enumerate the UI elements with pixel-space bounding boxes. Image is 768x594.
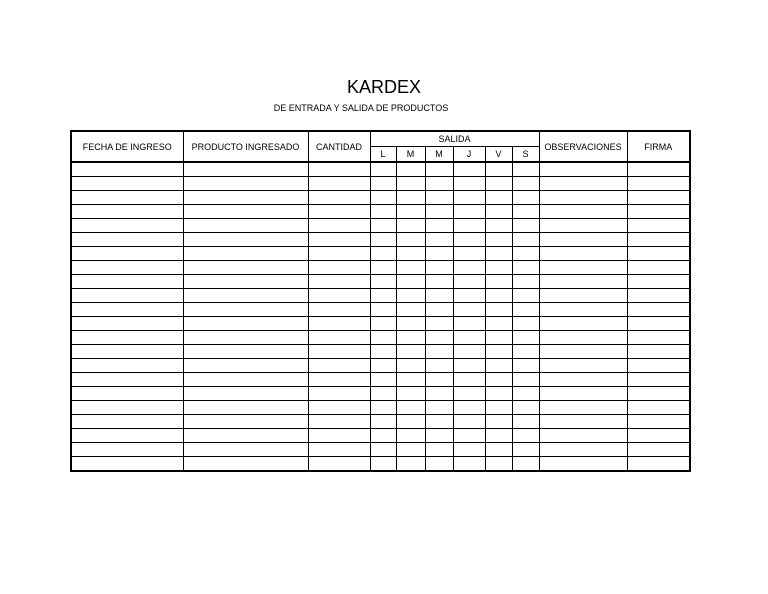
table-cell — [453, 387, 485, 401]
table-cell — [308, 373, 370, 387]
table-cell — [71, 289, 183, 303]
table-cell — [308, 177, 370, 191]
table-cell — [425, 345, 453, 359]
table-cell — [425, 233, 453, 247]
table-cell — [485, 191, 512, 205]
table-cell — [539, 191, 627, 205]
table-cell — [308, 443, 370, 457]
table-cell — [308, 429, 370, 443]
table-cell — [539, 162, 627, 177]
table-cell — [308, 219, 370, 233]
table-cell — [485, 289, 512, 303]
table-cell — [71, 275, 183, 289]
table-cell — [453, 331, 485, 345]
table-cell — [308, 247, 370, 261]
table-cell — [539, 261, 627, 275]
table-cell — [425, 162, 453, 177]
table-cell — [485, 373, 512, 387]
table-cell — [539, 247, 627, 261]
table-cell — [453, 415, 485, 429]
table-cell — [71, 191, 183, 205]
table-cell — [370, 331, 396, 345]
table-cell — [485, 261, 512, 275]
table-cell — [425, 443, 453, 457]
table-cell — [308, 401, 370, 415]
table-cell — [512, 289, 539, 303]
table-row — [71, 401, 690, 415]
table-cell — [539, 219, 627, 233]
table-cell — [539, 387, 627, 401]
table-cell — [425, 401, 453, 415]
table-cell — [183, 387, 308, 401]
table-cell — [627, 191, 690, 205]
table-cell — [425, 303, 453, 317]
table-cell — [453, 219, 485, 233]
table-cell — [396, 177, 425, 191]
table-cell — [370, 177, 396, 191]
table-cell — [485, 359, 512, 373]
header-salida: SALIDA — [370, 131, 539, 147]
table-cell — [627, 205, 690, 219]
table-cell — [71, 443, 183, 457]
table-cell — [396, 247, 425, 261]
table-cell — [370, 247, 396, 261]
table-cell — [512, 359, 539, 373]
table-cell — [539, 373, 627, 387]
table-cell — [425, 261, 453, 275]
table-cell — [425, 429, 453, 443]
table-cell — [512, 429, 539, 443]
table-cell — [71, 345, 183, 359]
table-cell — [71, 219, 183, 233]
table-cell — [396, 261, 425, 275]
document-subtitle: DE ENTRADA Y SALIDA DE PRODUCTOS — [273, 103, 449, 113]
table-cell — [485, 345, 512, 359]
table-cell — [512, 373, 539, 387]
table-cell — [71, 429, 183, 443]
table-cell — [512, 303, 539, 317]
table-cell — [539, 401, 627, 415]
table-cell — [539, 429, 627, 443]
header-firma: FIRMA — [627, 131, 690, 162]
table-row — [71, 415, 690, 429]
table-cell — [71, 317, 183, 331]
table-row — [71, 303, 690, 317]
table-cell — [370, 443, 396, 457]
header-observaciones: OBSERVACIONES — [539, 131, 627, 162]
table-cell — [396, 429, 425, 443]
table-cell — [627, 233, 690, 247]
table-cell — [308, 387, 370, 401]
table-cell — [512, 331, 539, 345]
table-cell — [183, 247, 308, 261]
table-row — [71, 177, 690, 191]
header-day-l: L — [370, 147, 396, 163]
table-cell — [183, 359, 308, 373]
table-cell — [453, 191, 485, 205]
table-cell — [539, 443, 627, 457]
table-cell — [370, 359, 396, 373]
table-cell — [183, 191, 308, 205]
table-cell — [485, 429, 512, 443]
table-cell — [425, 205, 453, 219]
table-cell — [183, 303, 308, 317]
table-cell — [183, 457, 308, 472]
table-cell — [308, 289, 370, 303]
table-cell — [425, 247, 453, 261]
table-cell — [512, 191, 539, 205]
table-cell — [370, 401, 396, 415]
table-cell — [453, 247, 485, 261]
table-cell — [512, 162, 539, 177]
table-cell — [425, 359, 453, 373]
table-cell — [485, 233, 512, 247]
table-cell — [512, 415, 539, 429]
table-cell — [539, 331, 627, 345]
table-row — [71, 443, 690, 457]
table-cell — [370, 191, 396, 205]
table-cell — [396, 415, 425, 429]
table-cell — [627, 261, 690, 275]
table-cell — [425, 387, 453, 401]
header-day-m: M — [396, 147, 425, 163]
table-cell — [370, 219, 396, 233]
table-cell — [308, 191, 370, 205]
header-day-m-2: M — [425, 147, 453, 163]
table-cell — [485, 443, 512, 457]
table-cell — [485, 387, 512, 401]
table-cell — [71, 233, 183, 247]
table-cell — [308, 275, 370, 289]
table-cell — [453, 205, 485, 219]
table-cell — [370, 289, 396, 303]
table-cell — [71, 387, 183, 401]
table-cell — [485, 303, 512, 317]
table-cell — [183, 261, 308, 275]
table-cell — [370, 429, 396, 443]
table-cell — [539, 275, 627, 289]
table-cell — [308, 331, 370, 345]
table-cell — [453, 401, 485, 415]
table-cell — [512, 443, 539, 457]
table-cell — [627, 401, 690, 415]
table-cell — [425, 331, 453, 345]
table-cell — [627, 345, 690, 359]
table-cell — [370, 233, 396, 247]
table-row — [71, 219, 690, 233]
table-cell — [485, 247, 512, 261]
table-cell — [308, 261, 370, 275]
table-cell — [308, 303, 370, 317]
table-cell — [71, 303, 183, 317]
table-cell — [425, 177, 453, 191]
table-cell — [539, 177, 627, 191]
table-cell — [453, 317, 485, 331]
table-cell — [183, 429, 308, 443]
table-cell — [71, 331, 183, 345]
table-cell — [396, 401, 425, 415]
table-cell — [308, 205, 370, 219]
table-row — [71, 457, 690, 472]
table-cell — [453, 303, 485, 317]
table-cell — [308, 345, 370, 359]
table-cell — [71, 359, 183, 373]
table-cell — [485, 177, 512, 191]
table-cell — [627, 387, 690, 401]
table-cell — [183, 177, 308, 191]
table-cell — [627, 289, 690, 303]
table-cell — [370, 303, 396, 317]
table-cell — [539, 359, 627, 373]
table-cell — [396, 317, 425, 331]
table-cell — [512, 317, 539, 331]
table-cell — [453, 275, 485, 289]
table-row — [71, 317, 690, 331]
table-cell — [370, 162, 396, 177]
table-cell — [512, 247, 539, 261]
header-day-v: V — [485, 147, 512, 163]
table-cell — [627, 275, 690, 289]
table-row — [71, 205, 690, 219]
table-cell — [512, 261, 539, 275]
table-cell — [396, 275, 425, 289]
table-cell — [627, 443, 690, 457]
table-cell — [485, 275, 512, 289]
table-cell — [308, 359, 370, 373]
table-cell — [425, 317, 453, 331]
table-cell — [627, 219, 690, 233]
table-cell — [453, 359, 485, 373]
table-row — [71, 191, 690, 205]
table-cell — [183, 205, 308, 219]
header-cantidad: CANTIDAD — [308, 131, 370, 162]
table-cell — [308, 162, 370, 177]
table-cell — [627, 162, 690, 177]
table-cell — [71, 415, 183, 429]
table-cell — [71, 401, 183, 415]
table-cell — [396, 373, 425, 387]
header-producto-ingresado: PRODUCTO INGRESADO — [183, 131, 308, 162]
table-cell — [453, 345, 485, 359]
table-cell — [183, 373, 308, 387]
table-cell — [539, 345, 627, 359]
kardex-body — [71, 162, 690, 471]
table-cell — [396, 303, 425, 317]
table-row — [71, 261, 690, 275]
table-cell — [425, 219, 453, 233]
table-cell — [396, 219, 425, 233]
table-cell — [539, 303, 627, 317]
table-cell — [425, 275, 453, 289]
table-cell — [627, 247, 690, 261]
table-cell — [453, 443, 485, 457]
table-cell — [396, 205, 425, 219]
table-cell — [539, 457, 627, 472]
table-row — [71, 359, 690, 373]
table-cell — [396, 359, 425, 373]
table-cell — [539, 205, 627, 219]
header-day-j: J — [453, 147, 485, 163]
table-cell — [485, 219, 512, 233]
table-cell — [183, 415, 308, 429]
table-row — [71, 289, 690, 303]
table-cell — [485, 415, 512, 429]
document-title: KARDEX — [346, 77, 422, 97]
table-cell — [183, 331, 308, 345]
table-cell — [370, 415, 396, 429]
table-cell — [627, 415, 690, 429]
table-cell — [627, 331, 690, 345]
table-cell — [425, 191, 453, 205]
table-cell — [512, 205, 539, 219]
table-cell — [183, 219, 308, 233]
table-row — [71, 331, 690, 345]
table-cell — [539, 289, 627, 303]
table-row — [71, 275, 690, 289]
table-cell — [183, 401, 308, 415]
table-cell — [308, 457, 370, 472]
table-cell — [396, 387, 425, 401]
table-cell — [396, 191, 425, 205]
table-cell — [425, 289, 453, 303]
table-cell — [627, 359, 690, 373]
table-cell — [370, 205, 396, 219]
table-cell — [485, 205, 512, 219]
table-cell — [485, 162, 512, 177]
table-cell — [396, 233, 425, 247]
table-cell — [71, 373, 183, 387]
table-cell — [183, 275, 308, 289]
table-cell — [453, 162, 485, 177]
table-cell — [71, 177, 183, 191]
table-row — [71, 345, 690, 359]
header-day-s: S — [512, 147, 539, 163]
header-fecha-de-ingreso: FECHA DE INGRESO — [71, 131, 183, 162]
table-cell — [425, 415, 453, 429]
table-cell — [396, 162, 425, 177]
table-cell — [370, 317, 396, 331]
table-cell — [370, 345, 396, 359]
table-cell — [453, 177, 485, 191]
table-cell — [453, 261, 485, 275]
table-cell — [370, 457, 396, 472]
table-cell — [396, 289, 425, 303]
table-cell — [627, 177, 690, 191]
table-cell — [370, 387, 396, 401]
table-cell — [539, 415, 627, 429]
table-cell — [370, 261, 396, 275]
table-cell — [485, 401, 512, 415]
table-cell — [183, 443, 308, 457]
table-cell — [453, 373, 485, 387]
table-cell — [512, 457, 539, 472]
table-cell — [183, 289, 308, 303]
table-cell — [627, 429, 690, 443]
kardex-table — [70, 130, 691, 472]
table-cell — [370, 275, 396, 289]
table-row — [71, 162, 690, 177]
table-cell — [485, 457, 512, 472]
table-cell — [396, 443, 425, 457]
table-cell — [425, 373, 453, 387]
table-cell — [512, 177, 539, 191]
table-row — [71, 233, 690, 247]
table-cell — [485, 331, 512, 345]
table-row — [71, 373, 690, 387]
table-cell — [71, 162, 183, 177]
table-cell — [370, 373, 396, 387]
table-row — [71, 247, 690, 261]
table-cell — [512, 275, 539, 289]
table-cell — [627, 303, 690, 317]
table-cell — [308, 317, 370, 331]
table-cell — [183, 345, 308, 359]
table-cell — [183, 317, 308, 331]
table-cell — [183, 233, 308, 247]
table-cell — [512, 219, 539, 233]
table-cell — [71, 205, 183, 219]
table-cell — [71, 247, 183, 261]
table-cell — [512, 387, 539, 401]
table-cell — [71, 457, 183, 472]
table-cell — [71, 261, 183, 275]
table-cell — [627, 373, 690, 387]
table-cell — [396, 345, 425, 359]
table-cell — [425, 457, 453, 472]
table-cell — [308, 233, 370, 247]
table-cell — [183, 162, 308, 177]
table-cell — [512, 233, 539, 247]
table-cell — [396, 331, 425, 345]
table-cell — [453, 289, 485, 303]
table-cell — [512, 345, 539, 359]
table-cell — [453, 457, 485, 472]
table-cell — [485, 317, 512, 331]
table-cell — [308, 415, 370, 429]
table-cell — [627, 457, 690, 472]
table-cell — [512, 401, 539, 415]
table-cell — [396, 457, 425, 472]
table-cell — [627, 317, 690, 331]
table-row — [71, 429, 690, 443]
table-cell — [539, 317, 627, 331]
table-row — [71, 387, 690, 401]
table-cell — [539, 233, 627, 247]
table-cell — [453, 429, 485, 443]
table-cell — [453, 233, 485, 247]
